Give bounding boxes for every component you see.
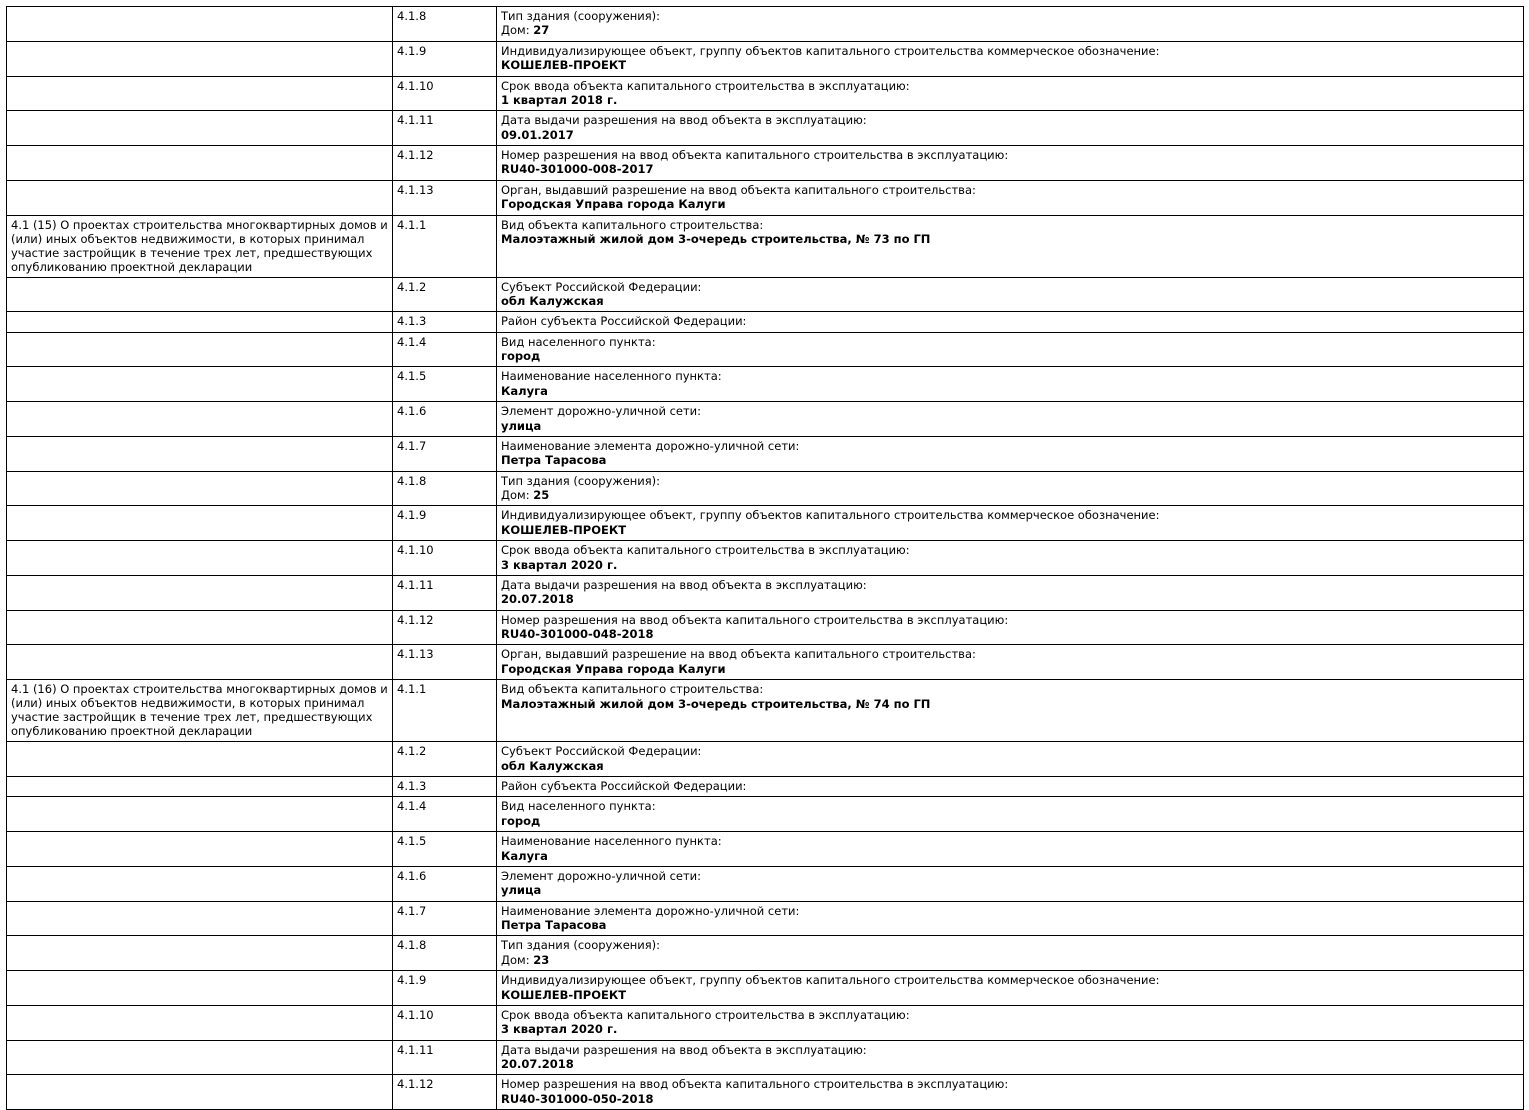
row-code: 4.1.12 [393,610,497,645]
table-row [7,901,1524,936]
row-code: 4.1.4 [393,797,497,832]
row-value-prefix: Дом: [501,952,530,967]
row-body [497,832,1524,867]
row-value: город [501,349,541,364]
row-code: 4.1.9 [393,506,497,541]
row-section-title [7,76,393,111]
row-body [497,541,1524,576]
row-body [497,680,1524,742]
row-body [497,146,1524,181]
row-value: 23 [533,952,550,967]
row-code: 4.1.5 [393,832,497,867]
row-section-title [7,575,393,610]
row-value: 27 [533,23,550,38]
row-code: 4.1.11 [393,1040,497,1075]
row-label: Срок ввода объекта капитального строительства в эксплуатацию: [501,1007,910,1022]
row-code: 4.1.1 [393,215,497,277]
table-row [7,1040,1524,1075]
table-row [7,936,1524,971]
row-code: 4.1.9 [393,41,497,76]
row-body [497,7,1524,42]
row-section-title: 4.1 (15) О проектах строительства многоквартирных домов и (или) иных объектов недвижимости, в которых принимал участие застройщик в течение трех лет, предшествующих опубликованию проектной декларации [7,215,393,277]
row-label: Район субъекта Российской Федерации: [501,314,747,329]
row-value: RU40-301000-048-2018 [501,627,654,642]
row-value: Петра Тарасова [501,453,607,468]
row-code: 4.1.7 [393,436,497,471]
row-code: 4.1.6 [393,402,497,437]
row-section-title [7,971,393,1006]
table-row [7,471,1524,506]
row-value-line [501,488,1519,502]
row-section-title [7,832,393,867]
row-value: Городская Управа города Калуги [501,661,726,676]
table-row [7,76,1524,111]
row-body [497,610,1524,645]
table-row [7,541,1524,576]
row-label: Элемент дорожно-уличной сети: [501,404,702,419]
row-section-title [7,402,393,437]
row-value-line [501,23,1519,37]
row-value: Петра Тарасова [501,918,607,932]
row-code: 4.1.2 [393,742,497,777]
row-body [497,111,1524,146]
row-body [497,866,1524,901]
row-code: 4.1.6 [393,866,497,901]
row-label: Наименование элемента дорожно-уличной сети: [501,903,800,918]
row-value: 3 квартал 2020 г. [501,1022,618,1037]
row-code: 4.1.8 [393,7,497,42]
table-row [7,332,1524,367]
table-row [7,111,1524,146]
row-value: Калуга [501,383,548,398]
row-value: 09.01.2017 [501,127,574,142]
table-row [7,215,1524,277]
row-code: 4.1.3 [393,777,497,797]
row-section-title [7,180,393,215]
row-section-title [7,436,393,471]
row-label: Дата выдачи разрешения на ввод объекта в эксплуатацию: [501,1042,867,1057]
row-code: 4.1.11 [393,575,497,610]
row-body [497,506,1524,541]
row-section-title [7,332,393,367]
row-section-title [7,471,393,506]
row-label: Субъект Российской Федерации: [501,279,702,294]
row-code: 4.1.3 [393,312,497,332]
row-body [497,936,1524,971]
row-label: Тип здания (сооружения): [501,938,661,953]
row-label: Срок ввода объекта капитального строительства в эксплуатацию: [501,543,910,558]
row-value: Городская Управа города Калуги [501,197,726,212]
row-value: RU40-301000-008-2017 [501,162,654,177]
row-code: 4.1.10 [393,541,497,576]
row-code: 4.1.8 [393,936,497,971]
row-body [497,402,1524,437]
row-label: Орган, выдавший разрешение на ввод объекта капитального строительства: [501,182,976,197]
table-row [7,680,1524,742]
row-value: КОШЕЛЕВ-ПРОЕКТ [501,58,627,73]
row-body [497,332,1524,367]
row-body [497,901,1524,936]
row-section-title [7,936,393,971]
row-label: Вид объекта капитального строительства: [501,217,764,232]
row-label: Срок ввода объекта капитального строительства в эксплуатацию: [501,78,910,93]
row-code: 4.1.1 [393,680,497,742]
row-section-title [7,7,393,42]
table-row [7,832,1524,867]
row-code: 4.1.11 [393,111,497,146]
row-label: Дата выдачи разрешения на ввод объекта в эксплуатацию: [501,113,867,128]
row-code: 4.1.7 [393,901,497,936]
row-section-title [7,797,393,832]
row-body [497,436,1524,471]
row-section-title [7,742,393,777]
row-section-title [7,901,393,936]
table-row [7,41,1524,76]
row-code: 4.1.10 [393,76,497,111]
row-label: Элемент дорожно-уличной сети: [501,868,702,883]
row-body [497,645,1524,680]
row-code: 4.1.12 [393,1075,497,1110]
table-row [7,575,1524,610]
row-section-title [7,541,393,576]
row-body [497,971,1524,1006]
row-body [497,777,1524,797]
row-body [497,1040,1524,1075]
row-body [497,1005,1524,1040]
row-code: 4.1.2 [393,277,497,312]
row-value: 3 квартал 2020 г. [501,557,618,572]
row-code: 4.1.5 [393,367,497,402]
row-section-title [7,1075,393,1110]
table-row [7,7,1524,42]
row-value: Малоэтажный жилой дом 3-очередь строительства, № 74 по ГП [501,696,931,711]
row-code: 4.1.4 [393,332,497,367]
row-value: RU40-301000-050-2018 [501,1091,654,1106]
row-label: Дата выдачи разрешения на ввод объекта в эксплуатацию: [501,577,867,592]
row-value: улица [501,418,542,433]
row-value-line [501,953,1519,967]
row-label: Индивидуализирующее объект, группу объектов капитального строительства коммерческое обозначение: [501,973,1160,988]
row-label: Номер разрешения на ввод объекта капитального строительства в эксплуатацию: [501,148,1009,162]
row-label: Вид населенного пункта: [501,334,656,349]
row-body [497,797,1524,832]
row-code: 4.1.12 [393,146,497,181]
row-section-title [7,1040,393,1075]
row-section-title [7,1005,393,1040]
row-label: Индивидуализирующее объект, группу объектов капитального строительства коммерческое обозначение: [501,508,1160,523]
row-body [497,76,1524,111]
row-section-title [7,367,393,402]
table-row [7,402,1524,437]
row-value: обл Калужская [501,758,604,773]
row-value: 1 квартал 2018 г. [501,92,618,107]
table-row [7,312,1524,332]
row-section-title [7,610,393,645]
row-label: Наименование населенного пункта: [501,369,722,384]
row-code: 4.1.8 [393,471,497,506]
table-row [7,277,1524,312]
row-value: КОШЕЛЕВ-ПРОЕКТ [501,522,627,537]
row-label: Субъект Российской Федерации: [501,744,702,759]
row-label: Тип здания (сооружения): [501,473,661,488]
row-body [497,215,1524,277]
row-label: Орган, выдавший разрешение на ввод объекта капитального строительства: [501,647,976,662]
row-value: Малоэтажный жилой дом 3-очередь строительства, № 73 по ГП [501,231,931,246]
table-row [7,506,1524,541]
row-code: 4.1.13 [393,645,497,680]
row-section-title [7,41,393,76]
row-body [497,575,1524,610]
row-code: 4.1.9 [393,971,497,1006]
row-value: КОШЕЛЕВ-ПРОЕКТ [501,987,627,1002]
table-row [7,436,1524,471]
table-row [7,610,1524,645]
table-row [7,146,1524,181]
table-row [7,180,1524,215]
row-code: 4.1.13 [393,180,497,215]
table-row [7,645,1524,680]
row-value: город [501,813,541,828]
row-section-title [7,312,393,332]
table-row [7,367,1524,402]
row-body [497,742,1524,777]
row-section-title: 4.1 (16) О проектах строительства многоквартирных домов и (или) иных объектов недвижимости, в которых принимал участие застройщик в течение трех лет, предшествующих опубликованию проектной декларации [7,680,393,742]
row-section-title [7,645,393,680]
row-section-title [7,777,393,797]
table-row [7,1075,1524,1110]
row-value: 25 [533,488,550,503]
row-section-title [7,146,393,181]
row-value: улица [501,883,542,898]
table-row [7,866,1524,901]
row-label: Номер разрешения на ввод объекта капитального строительства в эксплуатацию: [501,612,1009,627]
row-label: Вид населенного пункта: [501,799,656,814]
row-value: 20.07.2018 [501,1057,574,1071]
row-code: 4.1.10 [393,1005,497,1040]
row-label: Тип здания (сооружения): [501,9,661,23]
declaration-table-body [7,7,1524,1110]
table-row [7,971,1524,1006]
row-label: Номер разрешения на ввод объекта капитального строительства в эксплуатацию: [501,1077,1009,1092]
row-section-title [7,866,393,901]
row-body [497,367,1524,402]
table-row [7,797,1524,832]
row-section-title [7,277,393,312]
row-section-title [7,506,393,541]
row-value-prefix: Дом: [501,488,530,503]
row-body [497,180,1524,215]
row-label: Район субъекта Российской Федерации: [501,779,747,793]
table-row [7,1005,1524,1040]
declaration-table [6,6,1524,1110]
row-value: обл Калужская [501,293,604,308]
row-value-prefix: Дом: [501,23,530,38]
row-body [497,1075,1524,1110]
row-value: Калуга [501,848,548,863]
row-label: Индивидуализирующее объект, группу объектов капитального строительства коммерческое обозначение: [501,43,1160,58]
row-value: 20.07.2018 [501,592,574,607]
row-body [497,471,1524,506]
table-row [7,742,1524,777]
row-body [497,312,1524,332]
row-body [497,277,1524,312]
row-label: Наименование населенного пункта: [501,834,722,849]
row-section-title [7,111,393,146]
row-label: Вид объекта капитального строительства: [501,682,764,697]
table-row [7,777,1524,797]
row-label: Наименование элемента дорожно-уличной сети: [501,438,800,453]
row-body [497,41,1524,76]
